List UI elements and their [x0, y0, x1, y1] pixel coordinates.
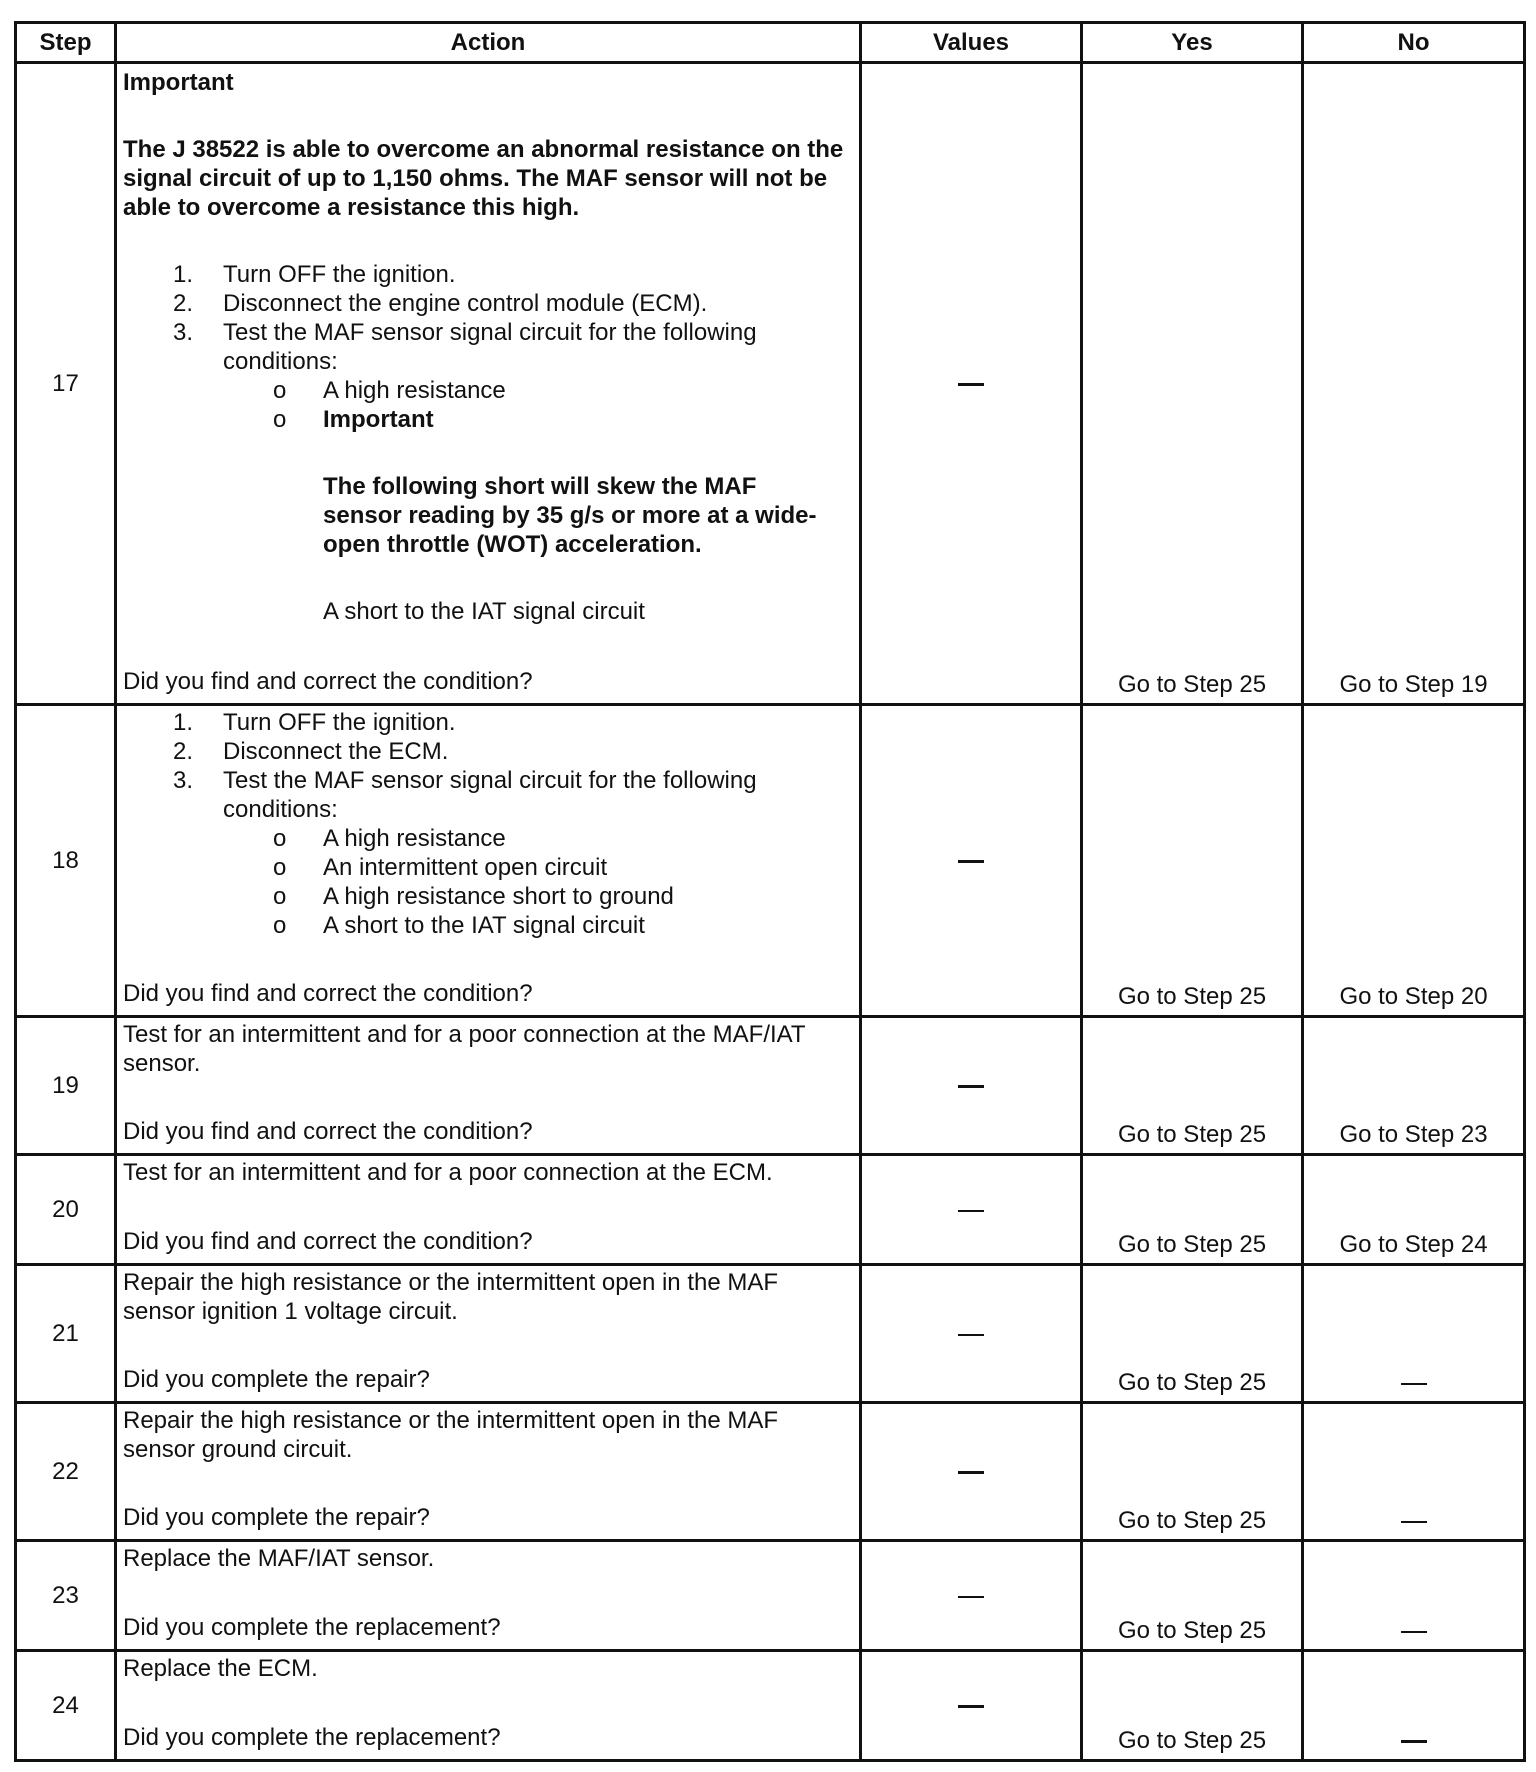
- list-item: 2. Disconnect the engine control module (ECM).: [173, 290, 708, 317]
- no-cell: [1303, 1651, 1525, 1761]
- condition-list: [123, 824, 851, 940]
- action-cell: [116, 1651, 861, 1761]
- table-row: [16, 1403, 1525, 1541]
- values-cell: [861, 63, 1082, 705]
- procedure-list: [123, 708, 851, 940]
- yes-cell: Go to Step 25: [1082, 1403, 1303, 1541]
- action-cell: [116, 705, 861, 1017]
- condition-list: [123, 376, 851, 626]
- header-no: No: [1303, 23, 1525, 63]
- values-cell: [861, 1541, 1082, 1651]
- values-cell: [861, 1155, 1082, 1265]
- table-row: [16, 1017, 1525, 1155]
- values-cell: [861, 1651, 1082, 1761]
- action-text: Test for an intermittent and for a poor connection at the ECM.: [123, 1159, 773, 1186]
- header-values: Values: [861, 23, 1082, 63]
- table-row: [16, 63, 1525, 705]
- diagnostic-table: [14, 21, 1526, 1762]
- dash-icon: [958, 1596, 984, 1598]
- table-row: [16, 1651, 1525, 1761]
- values-cell: [861, 705, 1082, 1017]
- question-text: Did you find and correct the condition?: [123, 1228, 533, 1255]
- dash-icon: [958, 1210, 984, 1212]
- question-text: Did you find and correct the condition?: [123, 668, 533, 695]
- dash-icon: [958, 1705, 984, 1708]
- action-cell: [116, 1155, 861, 1265]
- no-cell: Go to Step 20: [1303, 705, 1525, 1017]
- list-item: o A short to the IAT signal circuit: [273, 912, 645, 939]
- condition-text: A short to the IAT signal circuit: [323, 598, 645, 625]
- question-text: Did you complete the replacement?: [123, 1614, 501, 1641]
- action-text: Replace the ECM.: [123, 1655, 318, 1682]
- important-note: The J 38522 is able to overcome an abnormal resistance on the signal circuit of up to 1,150 ohms. The MAF sensor will not be able to overcome a resistance this high.: [123, 136, 844, 221]
- yes-cell: Go to Step 25: [1082, 63, 1303, 705]
- no-cell: Go to Step 24: [1303, 1155, 1525, 1265]
- action-cell: [116, 1403, 861, 1541]
- question-text: Did you complete the replacement?: [123, 1724, 501, 1751]
- list-item: o A high resistance: [273, 377, 506, 404]
- important-label: Important: [123, 69, 234, 96]
- dash-icon: [958, 1471, 984, 1474]
- list-item: 1. Turn OFF the ignition.: [173, 709, 456, 736]
- question-text: Did you find and correct the condition?: [123, 1118, 533, 1145]
- dash-icon: [958, 860, 984, 863]
- dash-icon: [1401, 1521, 1427, 1523]
- step-number: 18: [16, 705, 116, 1017]
- step-number: 21: [16, 1265, 116, 1403]
- values-cell: [861, 1017, 1082, 1155]
- yes-cell: Go to Step 25: [1082, 1265, 1303, 1403]
- action-cell: [116, 63, 861, 705]
- list-item: 1. Turn OFF the ignition.: [173, 261, 456, 288]
- step-number: 20: [16, 1155, 116, 1265]
- yes-cell: Go to Step 25: [1082, 1017, 1303, 1155]
- step-number: 23: [16, 1541, 116, 1651]
- question-text: Did you complete the repair?: [123, 1366, 430, 1393]
- step-number: 24: [16, 1651, 116, 1761]
- no-cell: Go to Step 23: [1303, 1017, 1525, 1155]
- list-item: o An intermittent open circuit: [273, 854, 608, 881]
- important-note: The following short will skew the MAF sensor reading by 35 g/s or more at a wide-open throttle (WOT) acceleration.: [323, 473, 817, 558]
- step-number: 17: [16, 63, 116, 705]
- step-number: 22: [16, 1403, 116, 1541]
- table-row: [16, 1155, 1525, 1265]
- yes-cell: Go to Step 25: [1082, 1651, 1303, 1761]
- no-cell: [1303, 1403, 1525, 1541]
- question-text: Did you complete the repair?: [123, 1504, 430, 1531]
- no-cell: [1303, 1541, 1525, 1651]
- action-text: Repair the high resistance or the intermittent open in the MAF sensor ground circuit.: [123, 1407, 779, 1463]
- action-text: Test for an intermittent and for a poor connection at the MAF/IAT sensor.: [123, 1021, 806, 1077]
- dash-icon: [958, 1334, 984, 1336]
- header-yes: Yes: [1082, 23, 1303, 63]
- action-text: Repair the high resistance or the intermittent open in the MAF sensor ignition 1 voltage circuit.: [123, 1269, 779, 1325]
- dash-icon: [958, 383, 984, 386]
- dash-icon: [1401, 1740, 1427, 1743]
- step-number: 19: [16, 1017, 116, 1155]
- values-cell: [861, 1403, 1082, 1541]
- no-cell: Go to Step 19: [1303, 63, 1525, 705]
- yes-cell: Go to Step 25: [1082, 1541, 1303, 1651]
- dash-icon: [1401, 1383, 1427, 1385]
- table-row: [16, 1541, 1525, 1651]
- table-row: [16, 1265, 1525, 1403]
- action-cell: [116, 1265, 861, 1403]
- yes-cell: Go to Step 25: [1082, 705, 1303, 1017]
- action-cell: [116, 1017, 861, 1155]
- question-text: Did you find and correct the condition?: [123, 980, 533, 1007]
- yes-cell: Go to Step 25: [1082, 1155, 1303, 1265]
- dash-icon: [958, 1085, 984, 1088]
- header-action: Action: [116, 23, 861, 63]
- list-item: o A high resistance: [273, 825, 506, 852]
- action-cell: [116, 1541, 861, 1651]
- table-row: [16, 705, 1525, 1017]
- dash-icon: [1401, 1631, 1427, 1633]
- important-label: Important: [323, 406, 434, 433]
- list-item: 2. Disconnect the ECM.: [173, 738, 449, 765]
- action-text: Replace the MAF/IAT sensor.: [123, 1545, 435, 1572]
- header-row: [16, 23, 1525, 63]
- procedure-list: [123, 260, 851, 626]
- values-cell: [861, 1265, 1082, 1403]
- list-item: o A high resistance short to ground: [273, 883, 674, 910]
- no-cell: [1303, 1265, 1525, 1403]
- list-item: o Important The following short will skew the MAF sensor reading by 35 g/s or more at a wide-open throttle (WOT) acceleration. A short to the IAT signal circuit: [223, 405, 851, 626]
- list-item: 3. Test the MAF sensor signal circuit for the following conditions: o A high resistance o Important The following short will skew the MAF sensor reading by 35 g/s or more at a wide-open throttle (WOT) acceleration. A short to the IAT signal circuit: [123, 318, 851, 626]
- header-step: Step: [16, 23, 116, 63]
- list-item: 3. Test the MAF sensor signal circuit for the following conditions: o A high resistance o An intermittent open circuit o A high resistance short to ground o A short to the IAT signal circuit: [123, 766, 851, 940]
